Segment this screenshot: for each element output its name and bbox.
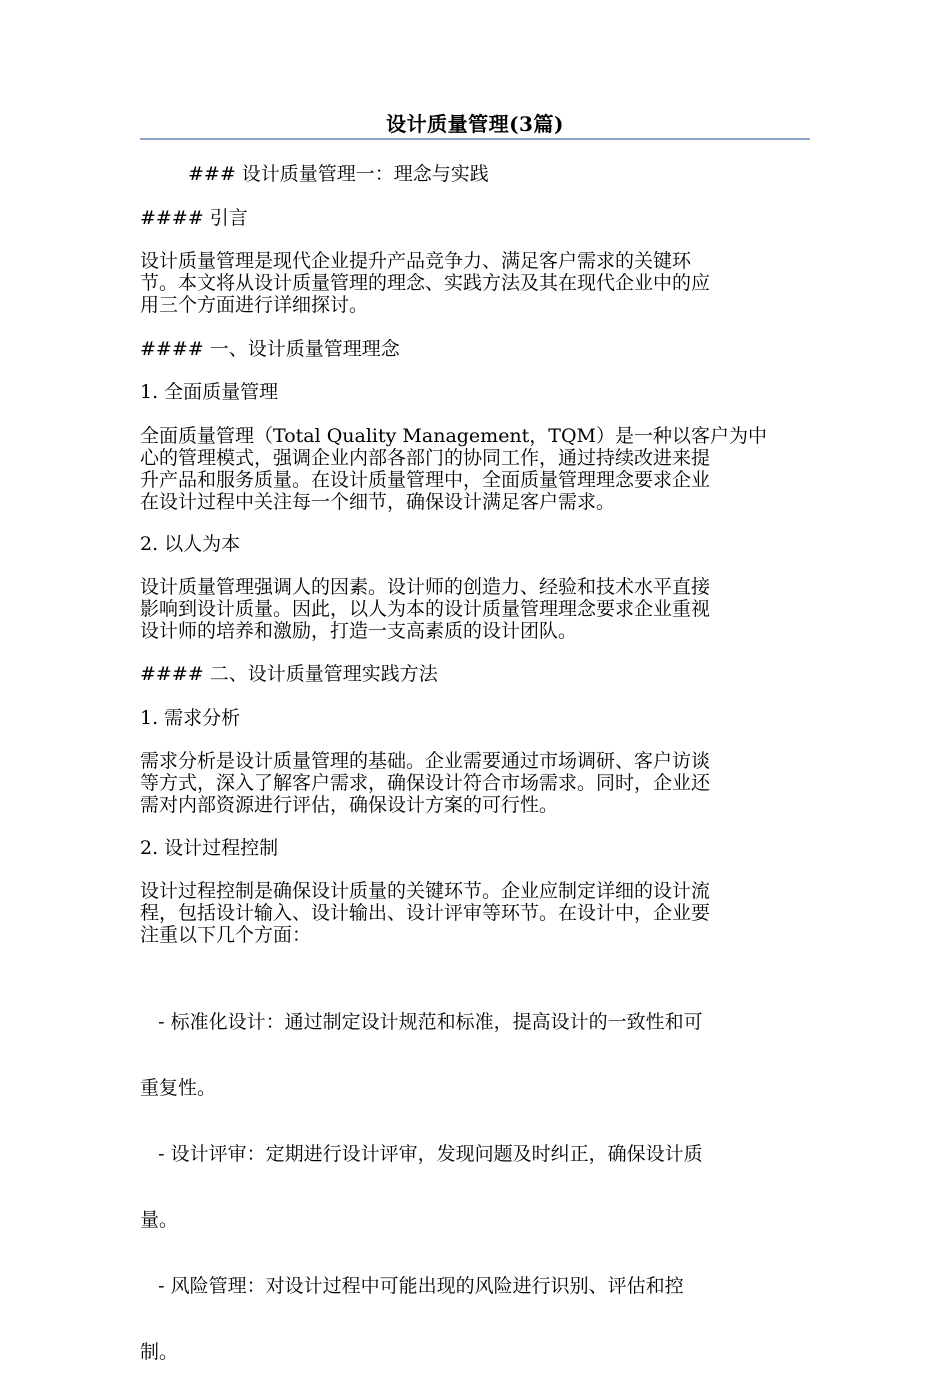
needs-line: 等方式，深入了解客户需求，确保设计符合市场需求。同时，企业还	[140, 772, 711, 794]
bullet-line: - 风险管理：对设计过程中可能出现的风险进行识别、评估和控	[140, 1275, 684, 1297]
bullet-line: - 设计评审：定期进行设计评审，发现问题及时纠正，确保设计质	[140, 1143, 703, 1165]
intro-line: 设计质量管理是现代企业提升产品竞争力、满足客户需求的关键环	[140, 250, 692, 272]
people-paragraph	[140, 576, 810, 642]
bullet-line: 制。	[140, 1341, 179, 1363]
main-heading: ### 设计质量管理一：理念与实践	[188, 163, 489, 185]
intro-heading: #### 引言	[140, 207, 248, 229]
tqm-line: 在设计过程中关注每一个细节，确保设计满足客户需求。	[140, 491, 616, 513]
process-paragraph	[140, 880, 810, 946]
people-line: 设计质量管理强调人的因素。设计师的创造力、经验和技术水平直接	[140, 576, 711, 598]
intro-line: 节。本文将从设计质量管理的理念、实践方法及其在现代企业中的应	[140, 272, 711, 294]
bullet-line: - 标准化设计：通过制定设计规范和标准，提高设计的一致性和可	[140, 1011, 703, 1033]
process-line: 设计过程控制是确保设计质量的关键环节。企业应制定详细的设计流	[140, 880, 711, 902]
tqm-line: 全面质量管理（Total Quality Management，TQM）是一种以客户为中	[140, 425, 768, 447]
bullet-line: 重复性。	[140, 1077, 217, 1099]
process-line: 程，包括设计输入、设计输出、设计评审等环节。在设计中，企业要	[140, 902, 711, 924]
bullet-list	[140, 967, 810, 1385]
intro-line: 用三个方面进行详细探讨。	[140, 294, 369, 316]
item-2-2-heading: 2. 设计过程控制	[140, 837, 279, 859]
item-1-1-heading: 1. 全面质量管理	[140, 381, 279, 403]
process-line: 注重以下几个方面：	[140, 924, 312, 946]
tqm-line: 心的管理模式，强调企业内部各部门的协同工作，通过持续改进来提	[140, 447, 711, 469]
people-line: 影响到设计质量。因此，以人为本的设计质量管理理念要求企业重视	[140, 598, 711, 620]
tqm-paragraph	[140, 425, 810, 513]
item-1-2-heading: 2. 以人为本	[140, 533, 241, 555]
document-title: 设计质量管理(3篇)	[386, 112, 564, 136]
section2-heading: #### 二、设计质量管理实践方法	[140, 663, 438, 685]
item-2-1-heading: 1. 需求分析	[140, 707, 241, 729]
needs-line: 需对内部资源进行评估，确保设计方案的可行性。	[140, 794, 559, 816]
needs-line: 需求分析是设计质量管理的基础。企业需要通过市场调研、客户访谈	[140, 750, 711, 772]
section1-heading: #### 一、设计质量管理理念	[140, 338, 400, 360]
intro-paragraph	[140, 250, 810, 316]
needs-paragraph	[140, 750, 810, 816]
bullet-line: 量。	[140, 1209, 179, 1231]
tqm-line: 升产品和服务质量。在设计质量管理中，全面质量管理理念要求企业	[140, 469, 711, 491]
people-line: 设计师的培养和激励，打造一支高素质的设计团队。	[140, 620, 578, 642]
title-underline	[140, 138, 810, 140]
